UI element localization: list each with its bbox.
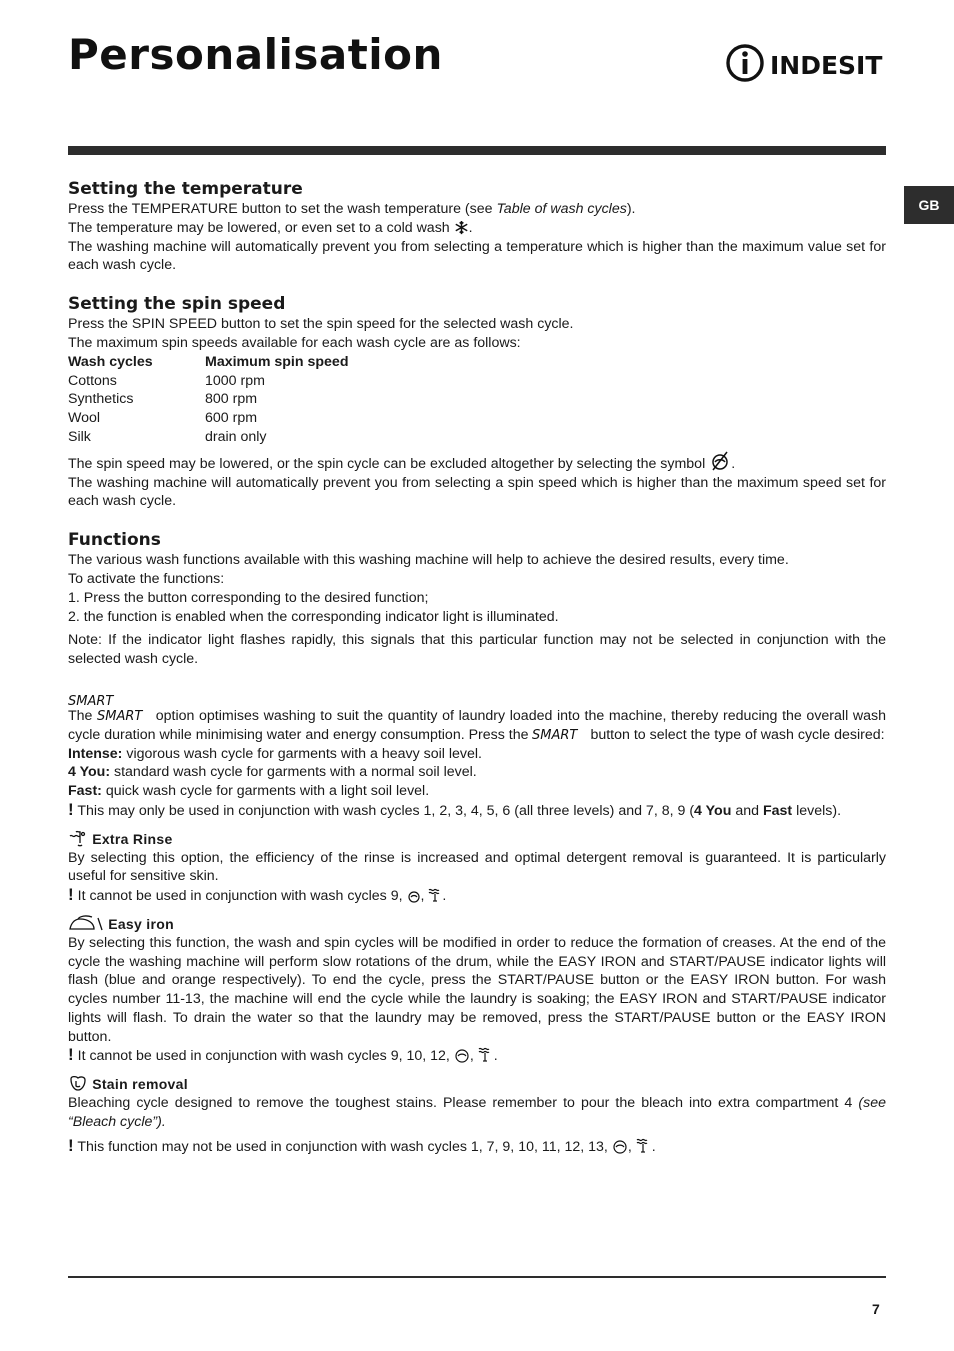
spin-speed-table — [68, 353, 886, 447]
warning-icon: ! — [68, 799, 74, 819]
smart-logo — [68, 693, 122, 707]
spin-heading: Setting the spin speed — [68, 294, 286, 315]
svg-text:SMART: SMART — [97, 708, 143, 722]
svg-text:SMART: SMART — [532, 727, 578, 741]
functions-heading: Functions — [68, 530, 161, 551]
wool-cycle-icon — [612, 1138, 628, 1154]
wool-cycle-icon — [407, 889, 421, 903]
functions-activate: To activate the functions: — [68, 570, 225, 587]
extra-rinse-heading: Extra Rinse — [68, 829, 886, 849]
functions-step-2: 2. the function is enabled when the corresponding indicator light is illuminated. — [68, 608, 559, 625]
smart-warning: ! This may only be used in conjunction with wash cycles 1, 2, 3, 4, 5, 6 (all three levels) and 7, 8, 9 (4 You and Fast levels). — [68, 799, 842, 819]
easy-iron-text: By selecting this function, the wash and spin cycles will be modified in order to reduce the formation of creases. At the end of the cycle the washing machine will perform slow rotations of the drum, while the EASY IRON and START/PAUSE indicator lights will flash (blue and orange respectively). To end the cycle, press the START/PAUSE button or the EASY IRON button. For wash cycles number 11-13, the machine will end the cycle while the laundry is soaking; the EASY IRON and START/PAUSE indicator lights will flash. To drain the water so that the laundry may be removed, press the START/PAUSE button or the EASY IRON button. — [68, 934, 886, 1045]
warning-icon: ! — [68, 1045, 74, 1065]
extra-rinse-icon — [68, 829, 88, 847]
rinse-cycle-icon — [478, 1046, 494, 1063]
table-cell: 1000 rpm — [205, 372, 265, 389]
table-cell: Cottons — [68, 372, 117, 389]
smart-4you: 4 You: standard wash cycle for garments with a normal soil level. — [68, 764, 477, 781]
content — [68, 178, 886, 1156]
warning-icon: ! — [68, 1135, 74, 1155]
brand-name: INDESIT — [770, 51, 883, 80]
easy-iron-warning: ! It cannot be used in conjunction with wash cycles 9, 10, 12, , . — [68, 1045, 498, 1065]
functions-note: Note: If the indicator light flashes rapidly, this signals that this particular function may not be selected in conjunction with the selected wash cycle. — [68, 632, 886, 668]
smart-p1: The SMART option optimises washing to suit the quantity of laundry loaded into the machine, thereby reducing the overall wash cycle duration while minimising water and energy consumption. Press the SMART button to select the type of wash cycle desired: — [68, 707, 886, 743]
language-tab: GB — [904, 186, 954, 224]
stain-removal-heading: Stain removal — [68, 1074, 886, 1094]
rinse-cycle-icon — [636, 1137, 652, 1154]
temperature-p2: The temperature may be lowered, or even set to a cold wash . — [68, 219, 473, 236]
extra-rinse-warning: ! It cannot be used in conjunction with wash cycles 9, , . — [68, 885, 447, 905]
spin-p2: The maximum spin speeds available for each wash cycle are as follows: — [68, 334, 521, 351]
wool-cycle-icon — [454, 1047, 470, 1063]
bottom-rule — [68, 1276, 886, 1278]
smart-logo — [532, 727, 586, 741]
table-cell: Silk — [68, 428, 91, 445]
smart-heading — [68, 687, 886, 707]
functions-step-1: 1. Press the button corresponding to the desired function; — [68, 589, 429, 606]
table-header: Wash cycles — [68, 353, 153, 370]
spin-p4: The washing machine will automatically prevent you from selecting a spin speed which is higher than the maximum speed set for each wash cycle. — [68, 474, 886, 510]
temperature-heading: Setting the temperature — [68, 179, 303, 199]
rinse-cycle-icon — [428, 887, 442, 903]
table-cell: Wool — [68, 410, 101, 427]
temperature-p1: Press the TEMPERATURE button to set the wash temperature (see Table of wash cycles). — [68, 201, 636, 217]
table-header: Maximum spin speed — [205, 353, 349, 370]
top-rule — [68, 146, 886, 155]
stain-removal-icon — [68, 1074, 88, 1092]
stain-removal-text: Bleaching cycle designed to remove the toughest stains. Please remember to pour the bleach into extra compartment 4 (see “Bleach cycle”). — [68, 1095, 886, 1130]
snowflake-icon — [454, 220, 469, 235]
smart-fast: Fast: quick wash cycle for garments with a light soil level. — [68, 783, 430, 800]
iron-icon — [68, 914, 104, 932]
table-cell: Synthetics — [68, 391, 134, 408]
no-spin-icon — [709, 451, 731, 471]
easy-iron-heading: Easy iron — [68, 914, 886, 934]
spin-p3: The spin speed may be lowered, or the spin cycle can be excluded altogether by selecting the symbol . — [68, 451, 886, 474]
warning-icon: ! — [68, 885, 74, 905]
svg-text:SMART: SMART — [68, 693, 114, 707]
table-cell: 600 rpm — [205, 410, 258, 427]
page-number: 7 — [872, 1301, 880, 1317]
table-cell: 800 rpm — [205, 391, 258, 408]
temperature-p3: The washing machine will automatically prevent you from selecting a temperature which is higher than the maximum value set for each wash cycle. — [68, 238, 886, 274]
extra-rinse-text: By selecting this option, the efficiency of the rinse is increased and optimal detergent removal is guaranteed. It is particularly useful for sensitive skin. — [68, 849, 886, 885]
stain-removal-warning: ! This function may not be used in conjunction with wash cycles 1, 7, 9, 10, 11, 12, 13, , . — [68, 1135, 656, 1155]
spin-p1: Press the SPIN SPEED button to set the spin speed for the selected wash cycle. — [68, 316, 574, 333]
functions-intro: The various wash functions available with this washing machine will help to achieve the desired results, every time. — [68, 552, 789, 569]
indesit-logo — [726, 43, 888, 83]
smart-intense: Intense: vigorous wash cycle for garments with a heavy soil level. — [68, 745, 482, 762]
page-title: Personalisation — [68, 30, 443, 79]
smart-logo — [97, 708, 151, 722]
table-cell: drain only — [205, 428, 267, 445]
